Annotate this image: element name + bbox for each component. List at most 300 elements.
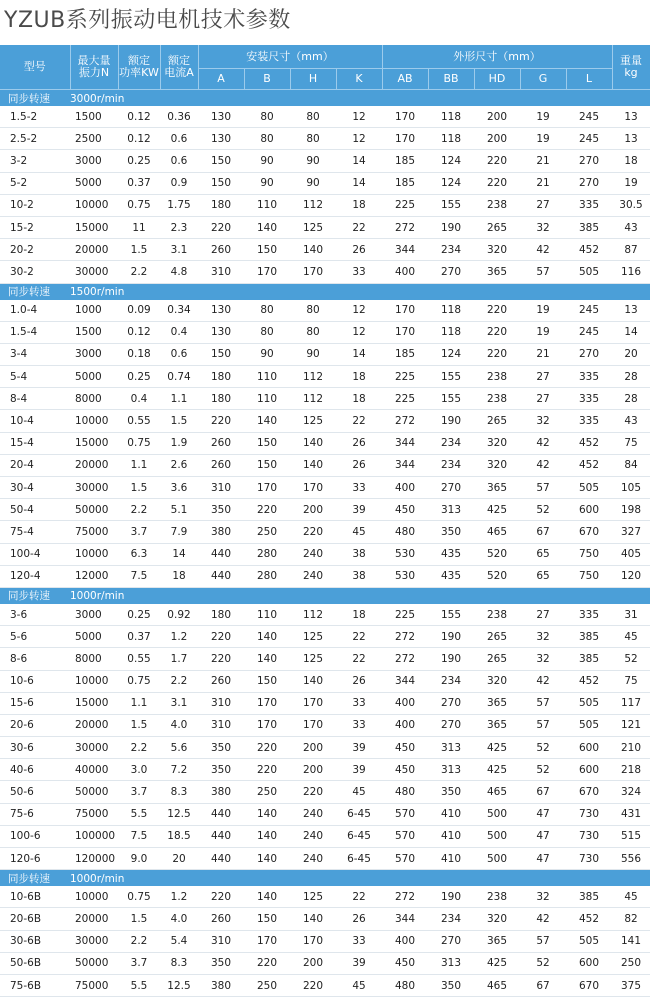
table-cell: 240	[290, 803, 336, 825]
section-label: 同步转速	[8, 92, 50, 105]
table-cell: 118	[428, 106, 474, 128]
table-cell: 67	[520, 781, 566, 803]
table-cell: 5.1	[160, 499, 198, 521]
table-cell: 52	[520, 952, 566, 974]
model-cell: 10-4	[0, 410, 70, 432]
table-cell: 32	[520, 626, 566, 648]
table-cell: 320	[474, 670, 520, 692]
table-row	[0, 343, 650, 365]
model-cell: 1.5-2	[0, 106, 70, 128]
table-cell: 5000	[70, 172, 118, 194]
table-cell: 1500	[70, 321, 118, 343]
table-cell: 50000	[70, 952, 118, 974]
table-cell: 425	[474, 952, 520, 974]
table-cell: 220	[290, 521, 336, 543]
table-cell: 43	[612, 410, 650, 432]
table-cell: 6-45	[336, 848, 382, 870]
table-cell: 0.25	[118, 604, 160, 626]
table-cell: 20	[160, 848, 198, 870]
table-cell: 570	[382, 803, 428, 825]
table-cell: 272	[382, 626, 428, 648]
model-cell: 75-6B	[0, 974, 70, 996]
table-cell: 12	[336, 128, 382, 150]
table-cell: 1500	[70, 106, 118, 128]
table-cell: 170	[290, 477, 336, 499]
table-cell: 80	[290, 321, 336, 343]
table-cell: 260	[198, 908, 244, 930]
table-cell: 33	[336, 261, 382, 283]
table-cell: 410	[428, 803, 474, 825]
table-row	[0, 106, 650, 128]
table-cell: 18	[160, 565, 198, 587]
table-row	[0, 499, 650, 521]
table-cell: 600	[566, 737, 612, 759]
table-cell: 1.5	[118, 908, 160, 930]
table-cell: 140	[290, 454, 336, 476]
table-row	[0, 432, 650, 454]
table-cell: 155	[428, 194, 474, 216]
table-cell: 10000	[70, 543, 118, 565]
table-cell: 3000	[70, 604, 118, 626]
table-cell: 130	[198, 321, 244, 343]
table-row	[0, 930, 650, 952]
table-cell: 112	[290, 366, 336, 388]
table-cell: 130	[198, 128, 244, 150]
model-cell: 100-4	[0, 543, 70, 565]
table-cell: 124	[428, 172, 474, 194]
header-col-g: G	[520, 69, 566, 90]
table-cell: 12.5	[160, 803, 198, 825]
header-col-hd: HD	[474, 69, 520, 90]
header-max-force: 最大量 振力N	[70, 45, 118, 90]
table-cell: 2.6	[160, 454, 198, 476]
model-cell: 3-6	[0, 604, 70, 626]
table-row	[0, 543, 650, 565]
table-cell: 27	[520, 194, 566, 216]
table-cell: 116	[612, 261, 650, 283]
table-cell: 260	[198, 239, 244, 261]
table-cell: 3.0	[118, 759, 160, 781]
table-row	[0, 410, 650, 432]
table-row	[0, 759, 650, 781]
table-cell: 7.9	[160, 521, 198, 543]
table-cell: 65	[520, 543, 566, 565]
table-cell: 140	[244, 410, 290, 432]
table-cell: 0.25	[118, 366, 160, 388]
table-cell: 140	[244, 825, 290, 847]
table-cell: 265	[474, 626, 520, 648]
table-cell: 39	[336, 499, 382, 521]
table-row	[0, 477, 650, 499]
model-cell: 8-6	[0, 648, 70, 670]
table-row	[0, 908, 650, 930]
table-cell: 150	[244, 454, 290, 476]
table-cell: 18	[336, 366, 382, 388]
table-cell: 385	[566, 626, 612, 648]
table-cell: 505	[566, 477, 612, 499]
table-cell: 220	[198, 216, 244, 238]
table-cell: 8000	[70, 388, 118, 410]
table-cell: 440	[198, 543, 244, 565]
table-cell: 33	[336, 930, 382, 952]
table-cell: 11	[118, 216, 160, 238]
table-cell: 90	[244, 172, 290, 194]
model-cell: 120-4	[0, 565, 70, 587]
table-cell: 3.7	[118, 781, 160, 803]
table-row	[0, 714, 650, 736]
table-cell: 1.5	[160, 410, 198, 432]
table-cell: 238	[474, 366, 520, 388]
table-cell: 0.09	[118, 300, 160, 322]
table-row	[0, 150, 650, 172]
table-cell: 22	[336, 626, 382, 648]
model-cell: 1.5-4	[0, 321, 70, 343]
table-cell: 335	[566, 604, 612, 626]
table-cell: 238	[474, 388, 520, 410]
table-cell: 260	[198, 454, 244, 476]
table-cell: 42	[520, 454, 566, 476]
table-cell: 22	[336, 410, 382, 432]
table-row	[0, 216, 650, 238]
table-cell: 225	[382, 194, 428, 216]
table-cell: 220	[474, 321, 520, 343]
table-cell: 380	[198, 974, 244, 996]
table-cell: 570	[382, 848, 428, 870]
table-cell: 22	[336, 886, 382, 908]
table-cell: 39	[336, 952, 382, 974]
table-cell: 67	[520, 521, 566, 543]
table-cell: 27	[520, 604, 566, 626]
table-cell: 0.55	[118, 648, 160, 670]
table-cell: 33	[336, 477, 382, 499]
table-cell: 324	[612, 781, 650, 803]
table-cell: 240	[290, 565, 336, 587]
table-cell: 19	[520, 128, 566, 150]
table-cell: 112	[290, 604, 336, 626]
table-cell: 100000	[70, 825, 118, 847]
table-cell: 480	[382, 974, 428, 996]
table-cell: 313	[428, 952, 474, 974]
table-cell: 350	[428, 974, 474, 996]
model-cell: 30-4	[0, 477, 70, 499]
table-cell: 150	[198, 172, 244, 194]
table-cell: 320	[474, 454, 520, 476]
table-cell: 200	[474, 106, 520, 128]
table-cell: 120000	[70, 848, 118, 870]
table-cell: 225	[382, 366, 428, 388]
table-cell: 200	[290, 737, 336, 759]
table-cell: 87	[612, 239, 650, 261]
table-cell: 170	[290, 261, 336, 283]
table-cell: 12	[336, 106, 382, 128]
table-cell: 5000	[70, 626, 118, 648]
table-cell: 410	[428, 848, 474, 870]
table-cell: 350	[198, 952, 244, 974]
table-cell: 220	[290, 974, 336, 996]
table-cell: 200	[290, 952, 336, 974]
table-cell: 405	[612, 543, 650, 565]
table-row	[0, 781, 650, 803]
table-cell: 0.25	[118, 150, 160, 172]
table-cell: 240	[290, 543, 336, 565]
table-cell: 410	[428, 825, 474, 847]
table-cell: 125	[290, 410, 336, 432]
table-cell: 125	[290, 626, 336, 648]
table-cell: 155	[428, 366, 474, 388]
header-col-ab: AB	[382, 69, 428, 90]
table-cell: 380	[198, 781, 244, 803]
table-cell: 3000	[70, 343, 118, 365]
table-cell: 4.0	[160, 714, 198, 736]
table-cell: 320	[474, 239, 520, 261]
table-cell: 125	[290, 886, 336, 908]
table-cell: 310	[198, 477, 244, 499]
table-cell: 75000	[70, 521, 118, 543]
table-cell: 185	[382, 150, 428, 172]
table-cell: 90	[244, 150, 290, 172]
table-cell: 140	[290, 908, 336, 930]
table-cell: 6.3	[118, 543, 160, 565]
table-cell: 272	[382, 410, 428, 432]
table-cell: 500	[474, 803, 520, 825]
table-cell: 335	[566, 388, 612, 410]
table-cell: 450	[382, 499, 428, 521]
table-row	[0, 670, 650, 692]
table-cell: 110	[244, 366, 290, 388]
model-cell: 50-6	[0, 781, 70, 803]
table-cell: 238	[474, 886, 520, 908]
table-cell: 400	[382, 692, 428, 714]
table-cell: 170	[382, 300, 428, 322]
table-cell: 14	[612, 321, 650, 343]
table-cell: 218	[612, 759, 650, 781]
table-cell: 2500	[70, 128, 118, 150]
header-power: 额定 功率KW	[118, 45, 160, 90]
model-cell: 30-6B	[0, 930, 70, 952]
table-cell: 440	[198, 848, 244, 870]
table-cell: 0.12	[118, 321, 160, 343]
table-cell: 170	[382, 128, 428, 150]
table-cell: 425	[474, 499, 520, 521]
table-cell: 45	[612, 626, 650, 648]
table-cell: 50000	[70, 499, 118, 521]
table-cell: 7.5	[118, 825, 160, 847]
table-cell: 344	[382, 239, 428, 261]
table-cell: 385	[566, 648, 612, 670]
table-cell: 80	[290, 106, 336, 128]
table-cell: 39	[336, 737, 382, 759]
table-cell: 5.6	[160, 737, 198, 759]
table-cell: 90	[290, 150, 336, 172]
table-cell: 272	[382, 886, 428, 908]
table-cell: 190	[428, 216, 474, 238]
table-cell: 190	[428, 886, 474, 908]
table-cell: 80	[244, 300, 290, 322]
table-cell: 121	[612, 714, 650, 736]
table-cell: 265	[474, 648, 520, 670]
table-cell: 234	[428, 239, 474, 261]
table-cell: 240	[290, 848, 336, 870]
table-cell: 270	[428, 714, 474, 736]
table-cell: 1.2	[160, 626, 198, 648]
table-cell: 385	[566, 886, 612, 908]
table-cell: 220	[198, 886, 244, 908]
model-cell: 40-6	[0, 759, 70, 781]
table-cell: 500	[474, 825, 520, 847]
table-cell: 530	[382, 565, 428, 587]
table-cell: 220	[474, 300, 520, 322]
table-cell: 30.5	[612, 194, 650, 216]
table-cell: 18	[612, 150, 650, 172]
table-cell: 15000	[70, 692, 118, 714]
table-cell: 0.6	[160, 343, 198, 365]
table-row	[0, 886, 650, 908]
section-header	[0, 587, 650, 604]
table-cell: 90	[290, 343, 336, 365]
model-cell: 120-6	[0, 848, 70, 870]
table-cell: 150	[244, 670, 290, 692]
table-cell: 327	[612, 521, 650, 543]
table-cell: 270	[428, 692, 474, 714]
table-cell: 80	[244, 321, 290, 343]
table-cell: 14	[336, 343, 382, 365]
table-cell: 272	[382, 648, 428, 670]
table-cell: 250	[244, 521, 290, 543]
table-cell: 27	[520, 366, 566, 388]
model-cell: 30-6	[0, 737, 70, 759]
table-cell: 1.75	[160, 194, 198, 216]
table-cell: 13	[612, 128, 650, 150]
table-cell: 200	[290, 759, 336, 781]
table-cell: 22	[336, 648, 382, 670]
table-cell: 8000	[70, 648, 118, 670]
table-cell: 47	[520, 803, 566, 825]
table-cell: 185	[382, 343, 428, 365]
table-cell: 600	[566, 759, 612, 781]
model-cell: 75-6	[0, 803, 70, 825]
table-cell: 250	[244, 974, 290, 996]
table-cell: 32	[520, 410, 566, 432]
table-cell: 310	[198, 692, 244, 714]
table-cell: 170	[244, 261, 290, 283]
table-cell: 7.2	[160, 759, 198, 781]
table-cell: 280	[244, 543, 290, 565]
table-cell: 57	[520, 714, 566, 736]
model-cell: 20-2	[0, 239, 70, 261]
table-cell: 110	[244, 388, 290, 410]
table-cell: 220	[244, 952, 290, 974]
table-cell: 18	[336, 388, 382, 410]
table-cell: 313	[428, 759, 474, 781]
table-cell: 0.34	[160, 300, 198, 322]
table-cell: 225	[382, 388, 428, 410]
table-cell: 170	[290, 692, 336, 714]
header-install-dimensions: 安装尺寸（mm）	[198, 45, 382, 69]
section-label: 同步转速	[8, 286, 50, 298]
table-cell: 240	[290, 825, 336, 847]
table-cell: 1.5	[118, 714, 160, 736]
table-cell: 220	[290, 781, 336, 803]
table-cell: 26	[336, 432, 382, 454]
table-cell: 0.75	[118, 886, 160, 908]
table-cell: 13	[612, 106, 650, 128]
table-cell: 150	[198, 150, 244, 172]
table-cell: 120	[612, 565, 650, 587]
table-cell: 220	[244, 759, 290, 781]
table-cell: 556	[612, 848, 650, 870]
table-cell: 234	[428, 432, 474, 454]
table-cell: 21	[520, 150, 566, 172]
table-cell: 220	[244, 499, 290, 521]
table-cell: 3.7	[118, 952, 160, 974]
table-cell: 335	[566, 410, 612, 432]
page-title: YZUB系列振动电机技术参数	[4, 8, 291, 33]
table-cell: 400	[382, 261, 428, 283]
table-cell: 730	[566, 848, 612, 870]
table-cell: 450	[382, 759, 428, 781]
table-cell: 375	[612, 974, 650, 996]
table-cell: 150	[244, 239, 290, 261]
table-row	[0, 321, 650, 343]
table-row	[0, 803, 650, 825]
table-cell: 2.2	[160, 670, 198, 692]
table-cell: 57	[520, 930, 566, 952]
table-cell: 320	[474, 432, 520, 454]
table-cell: 344	[382, 454, 428, 476]
model-cell: 5-2	[0, 172, 70, 194]
table-cell: 1.1	[160, 388, 198, 410]
table-cell: 75	[612, 432, 650, 454]
table-cell: 480	[382, 781, 428, 803]
table-cell: 0.92	[160, 604, 198, 626]
table-cell: 4.8	[160, 261, 198, 283]
table-cell: 220	[474, 172, 520, 194]
table-cell: 19	[612, 172, 650, 194]
table-cell: 180	[198, 388, 244, 410]
table-row	[0, 388, 650, 410]
table-cell: 57	[520, 477, 566, 499]
table-cell: 2.3	[160, 216, 198, 238]
table-cell: 0.75	[118, 194, 160, 216]
table-cell: 20000	[70, 239, 118, 261]
table-cell: 170	[244, 692, 290, 714]
table-row	[0, 825, 650, 847]
table-cell: 26	[336, 454, 382, 476]
table-cell: 435	[428, 565, 474, 587]
table-cell: 570	[382, 825, 428, 847]
table-cell: 350	[198, 759, 244, 781]
table-cell: 350	[428, 521, 474, 543]
table-cell: 2.2	[118, 261, 160, 283]
table-row	[0, 952, 650, 974]
table-cell: 150	[244, 432, 290, 454]
table-cell: 52	[612, 648, 650, 670]
table-cell: 30000	[70, 737, 118, 759]
table-row	[0, 521, 650, 543]
table-cell: 0.18	[118, 343, 160, 365]
table-cell: 1.7	[160, 648, 198, 670]
table-cell: 12	[336, 321, 382, 343]
table-cell: 67	[520, 974, 566, 996]
table-cell: 530	[382, 543, 428, 565]
table-cell: 238	[474, 604, 520, 626]
table-cell: 400	[382, 477, 428, 499]
table-cell: 190	[428, 648, 474, 670]
table-cell: 0.74	[160, 366, 198, 388]
table-cell: 14	[336, 150, 382, 172]
model-cell: 20-6B	[0, 908, 70, 930]
table-cell: 45	[336, 974, 382, 996]
